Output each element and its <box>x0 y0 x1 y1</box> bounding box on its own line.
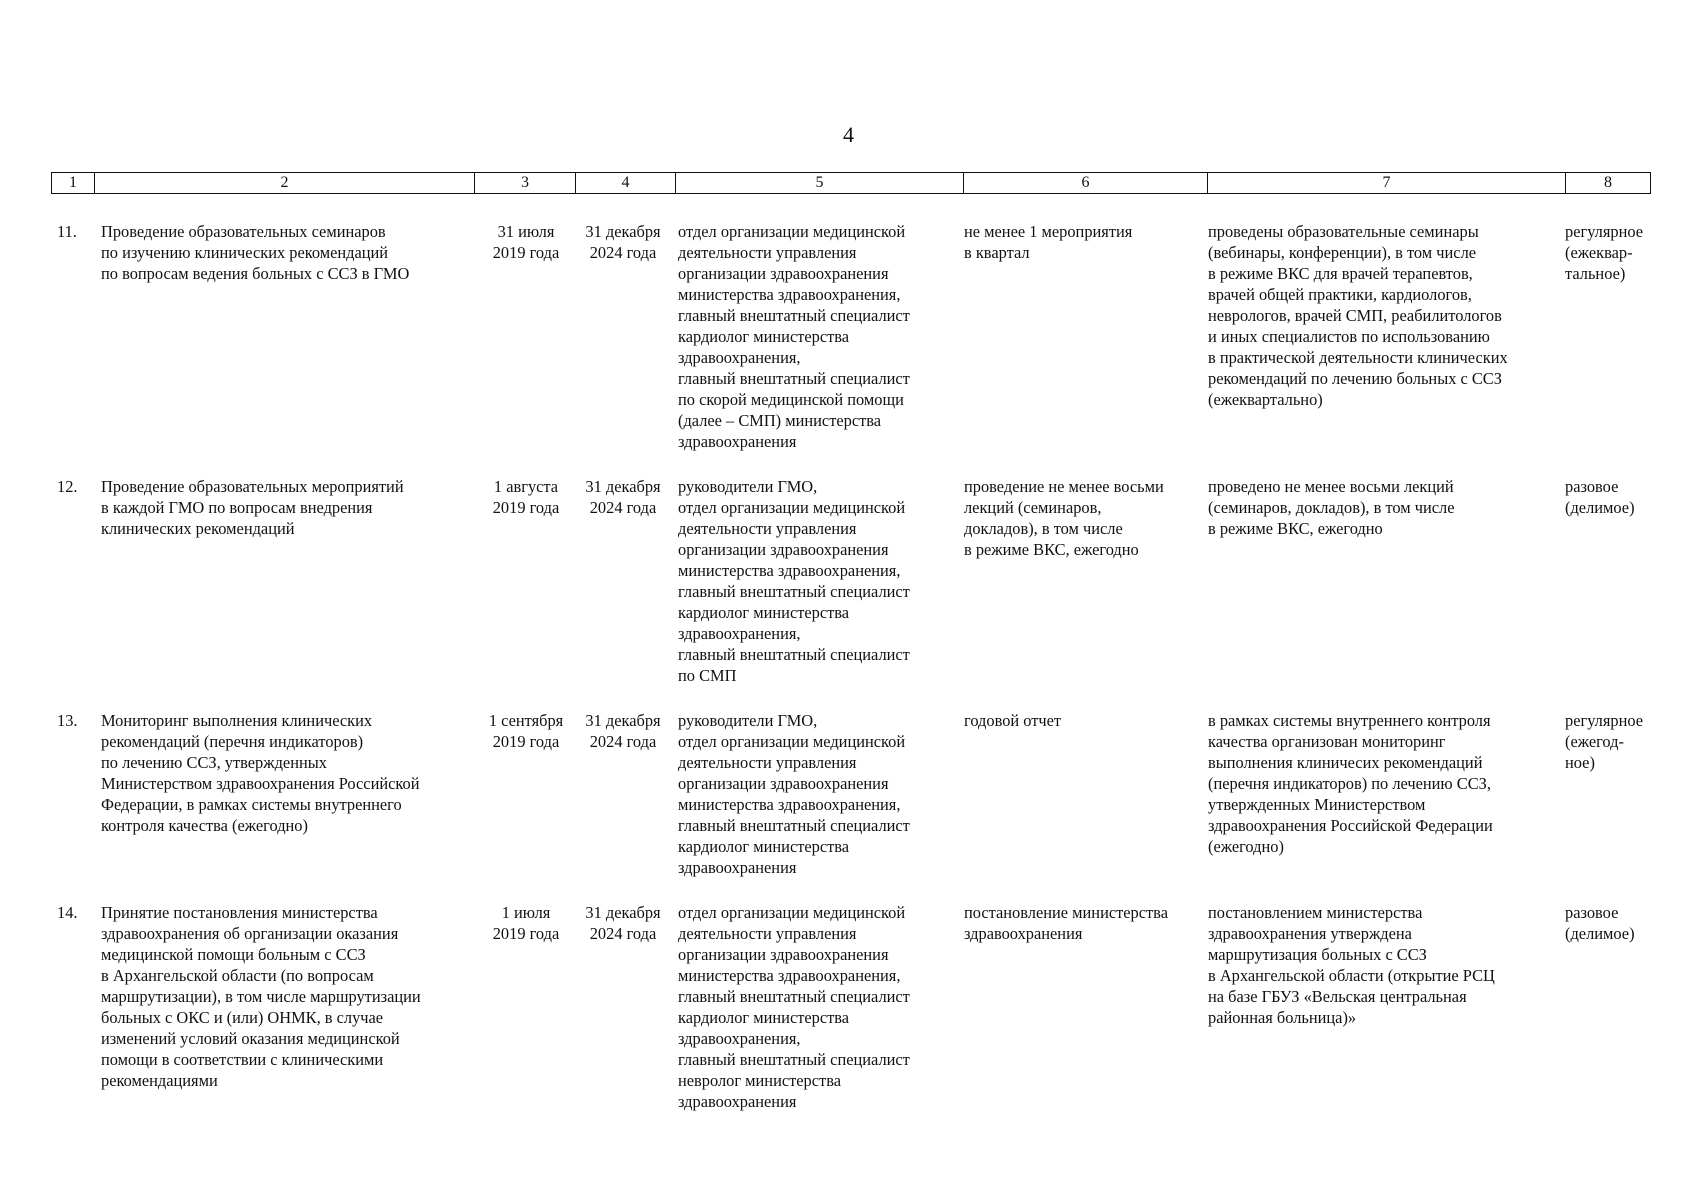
column-header-7: 7 <box>1208 173 1566 193</box>
end-date: 31 декабря 2024 года <box>585 222 661 262</box>
result: постановлением министерства здравоохранения утверждена маршрутизация больных с ССЗ в Архангельской области (открытие РСЦ на базе ГБУЗ «Вельская центральная районная больница)» <box>1208 903 1495 1027</box>
start-date: 1 сентября 2019 года <box>488 711 564 751</box>
column-header-2: 2 <box>95 173 475 193</box>
indicator: проведение не менее восьми лекций (семинаров, докладов), в том числе в режиме ВКС, ежегодно <box>964 477 1164 559</box>
start-date: 31 июля 2019 года <box>492 222 560 262</box>
end-date: 31 декабря 2024 года <box>585 477 661 517</box>
responsible: отдел организации медицинской деятельности управления организации здравоохранения министерства здравоохранения, главный внештатный специалист кардиолог министерства здравоохранения, главный внештатный специалист по скорой медицинской помощи (далее – СМП) министерства здравоохранения <box>678 222 910 451</box>
column-header-6: 6 <box>964 173 1208 193</box>
activity-name: Мониторинг выполнения клинических рекомендаций (перечня индикаторов) по лечению ССЗ, утвержденных Министерством здравоохранения Российской Федерации, в рамках системы внутреннего контроля качества (ежегодно) <box>101 711 420 835</box>
activity-name: Принятие постановления министерства здравоохранения об организации оказания медицинской помощи больным с ССЗ в Архангельской области (по вопросам маршрутизации), в том числе маршрутизации больных с ОКС и (или) ОНМК, в случае изменений условий оказания медицинской помощи в соответствии с клиническими рекомендациями <box>101 903 421 1090</box>
page-number: 4 <box>843 122 854 147</box>
column-header-8: 8 <box>1604 174 1612 191</box>
activity-type: разовое (делимое) <box>1565 477 1635 517</box>
activity-type: регулярное (ежеквар- тальное) <box>1565 222 1644 283</box>
end-date: 31 декабря 2024 года <box>585 903 661 943</box>
indicator: не менее 1 мероприятия в квартал <box>964 222 1133 262</box>
activity-type: разовое (делимое) <box>1565 903 1635 943</box>
column-header-3: 3 <box>475 173 576 193</box>
activity-name: Проведение образовательных мероприятий в каждой ГМО по вопросам внедрения клинических рекомендаций <box>101 477 404 538</box>
column-header-4: 4 <box>576 173 676 193</box>
row-number: 13. <box>57 711 78 730</box>
responsible: руководители ГМО, отдел организации медицинской деятельности управления организации здравоохранения министерства здравоохранения, главный внештатный специалист кардиолог министерства здравоохранения <box>678 711 910 877</box>
activity-name: Проведение образовательных семинаров по изучению клинических рекомендаций по вопросам ведения больных с ССЗ в ГМО <box>101 222 410 283</box>
responsible: отдел организации медицинской деятельности управления организации здравоохранения министерства здравоохранения, главный внештатный специалист кардиолог министерства здравоохранения, главный внештатный специалист невролог министерства здравоохранения <box>678 903 910 1111</box>
row-number: 12. <box>57 477 78 496</box>
column-number-header <box>51 172 1651 194</box>
start-date: 1 августа 2019 года <box>492 477 560 517</box>
indicator: годовой отчет <box>964 711 1062 730</box>
result: проведены образовательные семинары (вебинары, конференции), в том числе в режиме ВКС для врачей терапевтов, врачей общей практики, кардиологов, неврологов, врачей СМП, реабилитологов и иных специалистов по использованию в практической деятельности клинических рекомендаций по лечению больных с ССЗ (ежеквартально) <box>1208 222 1508 409</box>
activity-type: регулярное (ежегод- ное) <box>1565 711 1644 772</box>
result: в рамках системы внутреннего контроля качества организован мониторинг выполнения клиничесих рекомендаций (перечня индикаторов) по лечению ССЗ, утвержденных Министерством здравоохранения Российской Федерации (ежегодно) <box>1208 711 1493 856</box>
start-date: 1 июля 2019 года <box>492 903 560 943</box>
end-date: 31 декабря 2024 года <box>585 711 661 751</box>
column-header-1: 1 <box>52 173 95 193</box>
responsible: руководители ГМО, отдел организации медицинской деятельности управления организации здравоохранения министерства здравоохранения, главный внештатный специалист кардиолог министерства здравоохранения, главный внештатный специалист по СМП <box>678 477 910 685</box>
row-number: 14. <box>57 903 78 922</box>
result: проведено не менее восьми лекций (семинаров, докладов), в том числе в режиме ВКС, ежегодно <box>1208 477 1455 538</box>
column-header-5: 5 <box>676 173 964 193</box>
row-number: 11. <box>57 222 77 241</box>
indicator: постановление министерства здравоохранения <box>964 903 1168 943</box>
